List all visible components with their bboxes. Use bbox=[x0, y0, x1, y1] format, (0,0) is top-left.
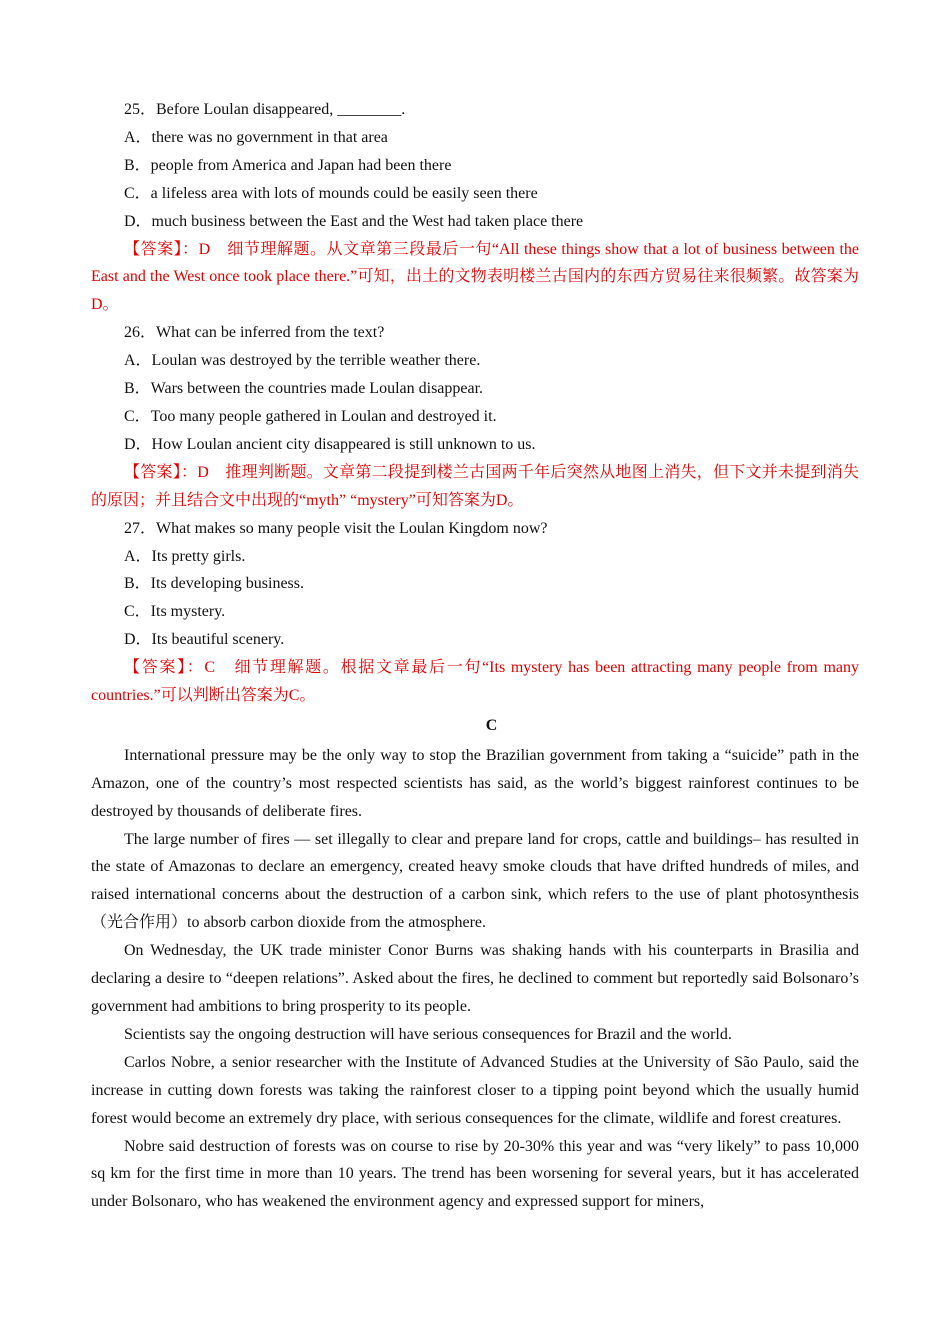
passage-paragraph: The large number of fires — set illegally to clear and prepare land for crops, cattle and buildings– has resulted in the state of Amazonas to declare an emergency, created heavy smoke clouds that have drifted hundreds of miles, and raised international concerns about the destruction of a carbon sink, which refers to the use of plant photosynthesis （光合作用）to absorb carbon dioxide from the atmosphere. bbox=[91, 830, 859, 932]
option-a: A．Loulan was destroyed by the terrible weather there. bbox=[124, 352, 481, 370]
question-stem: 26．What can be inferred from the text? bbox=[124, 324, 385, 342]
option-d: D．How Loulan ancient city disappeared is still unknown to us. bbox=[124, 435, 536, 453]
option-b: B．Wars between the countries made Loulan disappear. bbox=[124, 380, 484, 398]
option-a: A．Its pretty girls. bbox=[124, 547, 246, 565]
question-stem: 27．What makes so many people visit the Loulan Kingdom now? bbox=[124, 519, 548, 537]
passage-paragraph: Nobre said destruction of forests was on course to rise by 20-30% this year and was “very likely” to pass 10,000 sq km for the first time in more than 10 years. The trend has been worsening for several years, but it has accelerated under Bolsonaro, who has weakened the environment agency and expressed support for miners, bbox=[91, 1137, 859, 1211]
answer-explanation: 【答案】：D 推理判断题。文章第二段提到楼兰古国两千年后突然从地图上消失，但下文并未提到消失的原因；并且结合文中出现的“myth” “mystery”可知答案为D。 bbox=[91, 463, 859, 509]
question-27 bbox=[91, 515, 859, 710]
option-c: C．a lifeless area with lots of mounds could be easily seen there bbox=[124, 184, 538, 202]
passage-paragraph: Scientists say the ongoing destruction will have serious consequences for Brazil and the world. bbox=[124, 1025, 732, 1043]
answer-explanation: 【答案】：C 细节理解题。根据文章最后一句“Its mystery has been attracting many people from many countries.”可以判断出答案为C。 bbox=[91, 659, 859, 705]
question-25 bbox=[91, 96, 859, 319]
reading-passage bbox=[91, 742, 859, 1216]
section-heading: C bbox=[485, 716, 498, 734]
answer-explanation: 【答案】：D 细节理解题。从文章第三段最后一句“All these things show that a lot of business between the East and the West once took place there.”可知，出土的文物表明楼兰古国内的东西方贸易往来很频繁。故答案为D。 bbox=[91, 240, 859, 314]
document-page bbox=[91, 96, 859, 1216]
option-d: D．Its beautiful scenery. bbox=[124, 631, 285, 649]
question-26 bbox=[91, 319, 859, 514]
option-b: B．Its developing business. bbox=[124, 575, 304, 593]
question-stem: 25．Before Loulan disappeared, ________. bbox=[124, 101, 406, 118]
passage-paragraph: On Wednesday, the UK trade minister Conor Burns was shaking hands with his counterparts in Brasilia and declaring a desire to “deepen relations”. Asked about the fires, he declined to comment but reportedly said Bolsonaro’s government had ambitions to bring prosperity to its people. bbox=[91, 942, 859, 1015]
passage-paragraph: International pressure may be the only way to stop the Brazilian government from taking a “suicide” path in the Amazon, one of the country’s most respected scientists has said, as the world’s biggest rainforest continues to be destroyed by thousands of deliberate fires. bbox=[91, 746, 859, 820]
passage-paragraph: Carlos Nobre, a senior researcher with the Institute of Advanced Studies at the University of São Paulo, said the increase in cutting down forests was taking the rainforest closer to a tipping point beyond which the usually humid forest would become an extremely dry place, with serious consequences for the climate, wildlife and forest creatures. bbox=[91, 1053, 859, 1127]
option-d: D．much business between the East and the West had taken place there bbox=[124, 212, 584, 230]
option-b: B．people from America and Japan had been there bbox=[124, 156, 452, 174]
option-c: C．Its mystery. bbox=[124, 603, 226, 621]
option-c: C．Too many people gathered in Loulan and destroyed it. bbox=[124, 407, 497, 425]
option-a: A．there was no government in that area bbox=[124, 128, 388, 146]
